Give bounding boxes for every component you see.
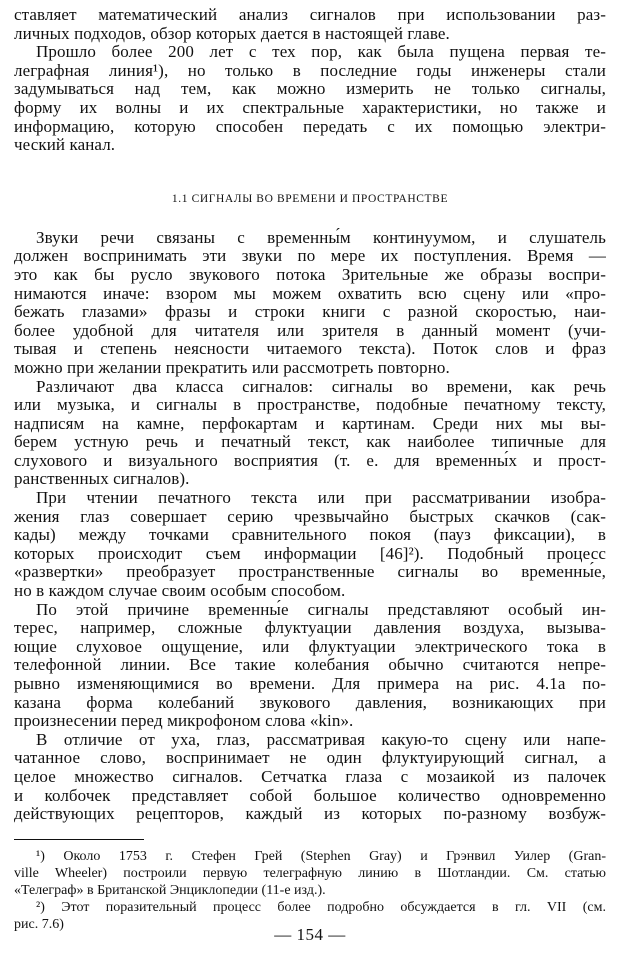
- section-body: [14, 229, 606, 824]
- footnote-line: «Телеграф» в Британской Энциклопедии (11-е изд.).: [14, 882, 326, 898]
- text-line: действующих рецепторов, каждый из которых по-разному возбуж-: [14, 804, 606, 824]
- text-line: Различают два класса сигналов: сигналы во времени, как речь: [36, 376, 606, 396]
- text-line: терес, например, сложные флуктуации давления воздуха, вызыва-: [14, 618, 606, 638]
- text-line: нимаются иначе: взором мы можем охватить всю сцену или «про-: [14, 283, 606, 303]
- text-line: должен воспринимать эти звуки по мере их поступления. Время —: [14, 246, 606, 266]
- text-line: форму их волны и их спектральные характеристики, но также и: [14, 97, 606, 117]
- text-line: но в каждом случае своим особым способом.: [14, 581, 346, 601]
- footnotes: [14, 848, 606, 933]
- text-line: задумываться над тем, как можно измерить не только сигналы,: [14, 79, 606, 99]
- section-heading: 1.1 СИГНАЛЫ ВО ВРЕМЕНИ И ПРОСТРАНСТВЕ: [171, 192, 449, 205]
- text-line: Прошло более 200 лет с тех пор, как была пущена первая те-: [36, 42, 606, 62]
- text-line: телефонной линии. Все такие колебания обычно считаются непре-: [14, 655, 606, 675]
- text-line: кады) между точками сравнительного покоя (пауз фиксации), в: [14, 525, 606, 545]
- text-line: надписям на камне, перфокартам и картинам. Среди них мы вы-: [14, 413, 606, 433]
- footnote-line: ville Wheeler) построили первую телеграфную линию в Шотландии. См. статью: [14, 865, 606, 881]
- text-line: слухового и визуального восприятия (т. е. для временны́х и прост-: [14, 450, 606, 470]
- text-line: или музыка, и сигналы в пространстве, подобные печатному тексту,: [14, 395, 606, 415]
- text-line: рывно изменяющимися во времени. Для примера на рис. 4.1а по-: [14, 674, 606, 693]
- text-line: ющие слуховое ощущение, или флуктуации электрического тока в: [14, 636, 606, 656]
- text-line: берем устную речь и печатный текст, как наиболее типичные для: [14, 432, 606, 452]
- footnote-divider: [14, 839, 144, 840]
- text-line: произнесении перед микрофоном слова «kin».: [14, 711, 354, 731]
- text-line: чатанное слово, воспринимает не один флуктуирующий сигнал, а: [14, 748, 606, 768]
- text-line: леграфная линия¹), но только в последние годы инженеры стали: [14, 60, 606, 80]
- text-line: ранственных сигналов).: [14, 469, 190, 489]
- text-line: В отличие от уха, глаз, рассматривая какую-то сцену или напе-: [36, 729, 606, 749]
- text-line: бежать глазами» фразы и строки книги с разной скоростью, наи-: [14, 302, 606, 322]
- page-number: — 154 —: [274, 925, 346, 944]
- text-line: более удобной для читателя или зрителя в данный момент (учи-: [14, 320, 606, 340]
- text-line: тывая и степень неясности читаемого текста). Поток слов и фраз: [14, 339, 606, 359]
- text-line: «развертки» преобразует пространственные сигналы во временны́е,: [14, 562, 606, 582]
- intro-paragraphs: [14, 6, 606, 155]
- text-line: жения глаз совершает серию чрезвычайно быстрых скачков (сак-: [14, 506, 606, 526]
- text-line: ческий канал.: [14, 135, 116, 155]
- text-line: личных подходов, обзор которых дается в настоящей главе.: [14, 23, 450, 43]
- text-line: При чтении печатного текста или при рассматривании изобра-: [36, 488, 606, 508]
- text-line: Звуки речи связаны с временны́м континуумом, и слушатель: [36, 227, 606, 247]
- text-line: и колбочек представляет собой большое количество одновременно: [14, 785, 606, 805]
- text-line: По этой причине временны́е сигналы представляют особый ин-: [36, 599, 606, 619]
- text-line: информацию, которую способен передать с их помощью электри-: [14, 116, 606, 136]
- text-line: можно при желании прекратить или рассмотреть повторно.: [14, 357, 450, 377]
- text-line: это как бы русло звукового потока Зрительные же образы воспри-: [14, 264, 606, 284]
- footnote-line: рис. 7.6): [14, 916, 64, 932]
- footnote-line: ²) Этот поразительный процесс более подробно обсуждается в гл. VII (см.: [36, 899, 606, 915]
- text-line: ставляет математический анализ сигналов при использовании раз-: [14, 5, 606, 24]
- text-line: которых происходит съем информации [46]²). Подобный процесс: [14, 543, 606, 563]
- text-line: казана форма колебаний звукового давления, возникающих при: [14, 692, 606, 712]
- footnote-line: ¹) Около 1753 г. Стефен Грей (Stephen Gray) и Грэнвил Уилер (Gran-: [36, 848, 606, 864]
- text-line: целое множество сигналов. Сетчатка глаза с мозаикой из палочек: [14, 766, 606, 786]
